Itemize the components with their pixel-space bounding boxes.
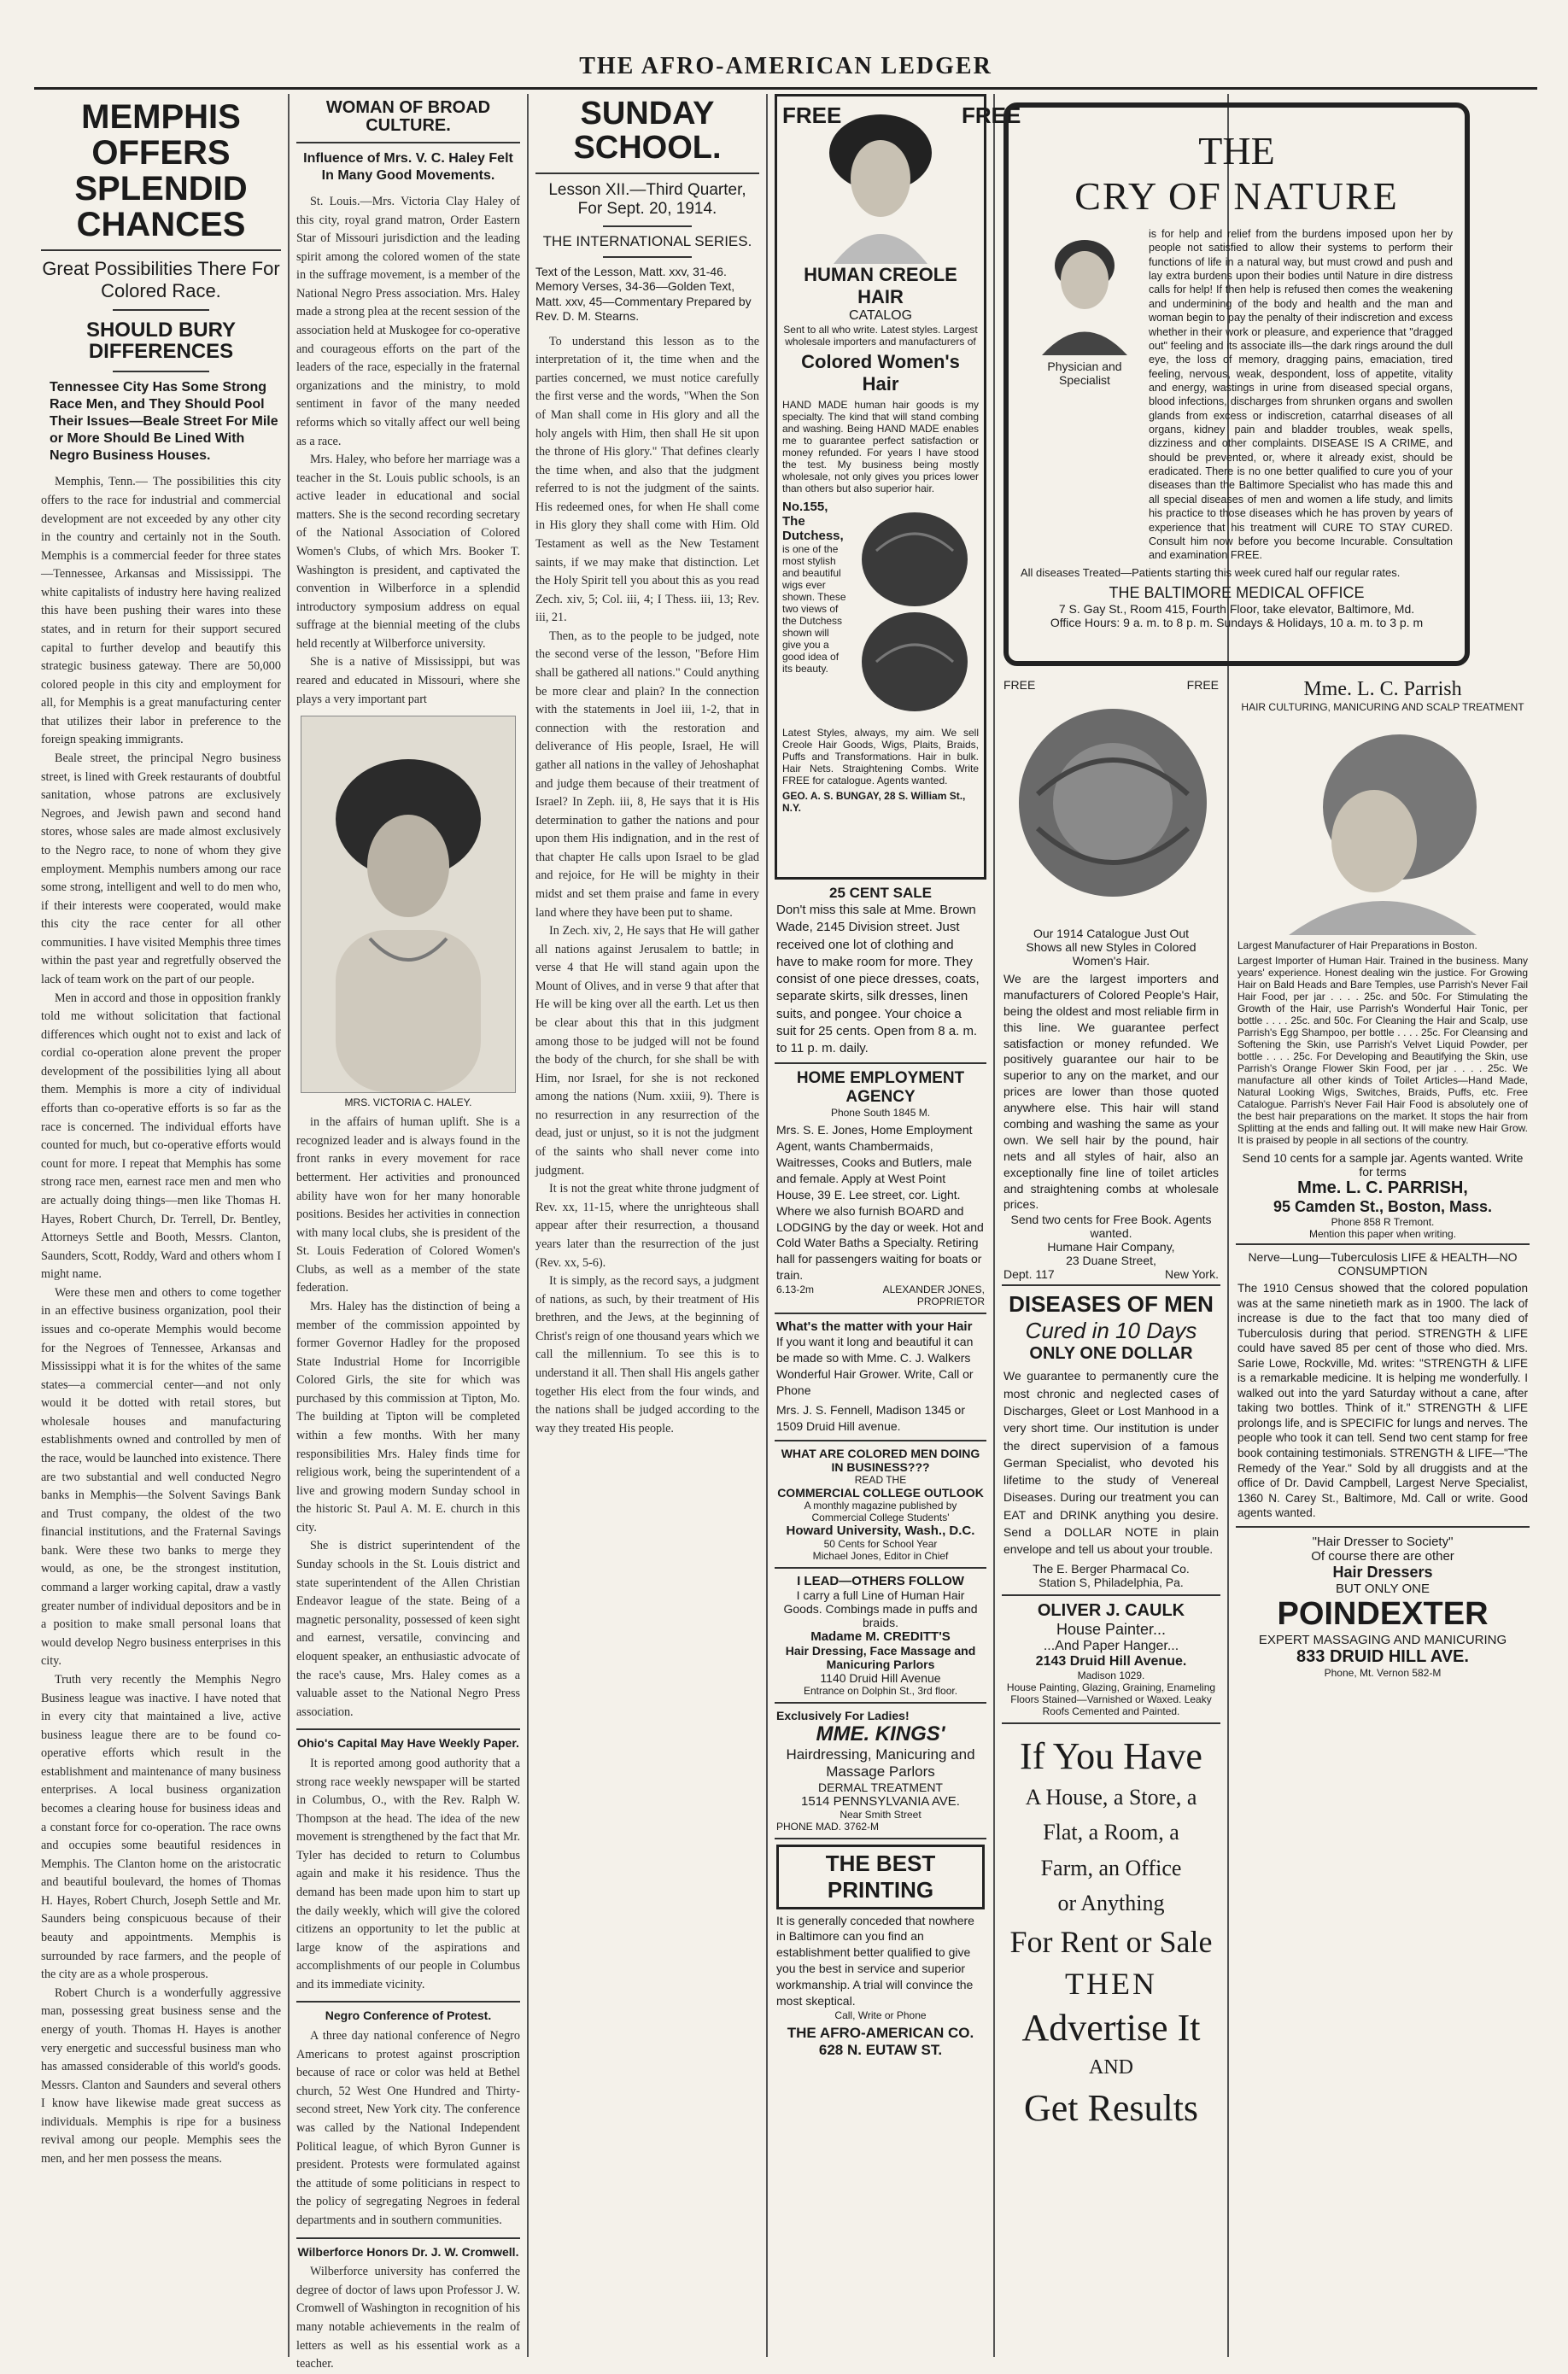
column-ads-middle bbox=[995, 675, 1227, 2357]
article-paragraph: in the affairs of human uplift. She is a recognized leader and is always found in the front ranks in every movement for race betterment. Her activities and pronounced ability have won for her many honorable positions. Besides her activities in connection with many local clubs, she is president of the St. Louis Federation of Colored Women's Clubs, as well as a member of the state federation. bbox=[296, 1115, 520, 1295]
ad-heading: Exclusively For Ladies! bbox=[776, 1708, 910, 1722]
woman-portrait-illustration bbox=[301, 716, 515, 1092]
ad-title: Mme. L. C. Parrish bbox=[1303, 678, 1462, 700]
ad-text: A House, a Store, a bbox=[1025, 1784, 1197, 1810]
ad-text: Send two cents for Free Book. Agents wanted. bbox=[1010, 1213, 1212, 1241]
ad-heading: If You Have bbox=[1020, 1734, 1202, 1777]
ad-text: A monthly magazine published by Commercial College Students' bbox=[804, 1499, 957, 1523]
ad-heading: HOME EMPLOYMENT AGENCY bbox=[796, 1069, 965, 1107]
ad-heading: Mme. L. C. PARRISH, bbox=[1297, 1178, 1468, 1197]
ad-25-cent-sale bbox=[775, 880, 986, 1064]
ad-address: 833 DRUID HILL AVE. bbox=[1296, 1646, 1469, 1666]
ad-text: Largest Manufacturer of Hair Preparations in Boston. bbox=[1237, 939, 1477, 951]
ad-heading: The E. Berger Pharmacal Co. bbox=[1033, 1561, 1190, 1576]
ad-heading: Get Results bbox=[1023, 2086, 1199, 2129]
ad-text: Hairdressing, Manicuring and Massage Parlors bbox=[786, 1745, 975, 1780]
ad-text: Farm, an Office bbox=[1040, 1855, 1182, 1880]
ad-heading: THE AFRO-AMERICAN CO. bbox=[787, 2024, 974, 2041]
ad-diseases-of-men bbox=[1002, 1286, 1220, 1595]
ad-heading: ONLY ONE DOLLAR bbox=[1029, 1344, 1193, 1364]
ad-text: House Painter... bbox=[1056, 1620, 1167, 1638]
deck-sunday-school: Lesson XII.—Third Quarter, For Sept. 20, 1914. bbox=[548, 180, 746, 218]
ad-heading: 25 CENT SALE bbox=[829, 885, 932, 901]
ad-text: Mention this paper when writing. bbox=[1308, 1228, 1457, 1240]
column-sunday-school bbox=[529, 94, 766, 2357]
headline-sunday-school: SUNDAY SCHOOL. bbox=[573, 96, 722, 166]
column-ads-left bbox=[768, 94, 1021, 2357]
article-paragraph: Were these men and others to come together in an effective business organization, pool their issues and co-operate Memphis would become for the Negroes of Tennessee, Arkansas and Mississippi what it is for the whites of the same states—a commercial center—and not only would it be dotted with retail stores, but wholesale houses and manufacturing establishments owned and controlled by men of the race, would be launched into existence. There are two substantial and well conducted Negro banks in Memphis—the Solvent Savings Bank and Trust company, the oldest of the two financial institutions, and the Fraternal Savings bank. Were these two banks to merge they would, as one, be the strongest institution, command a larger working capital, draw a vastly greater number of individual depositors and be in a position to make small personal loans that would develop Negro business enterprises in this city. bbox=[41, 1285, 281, 1669]
ad-text: READ THE bbox=[854, 1473, 907, 1486]
ad-creditt bbox=[775, 1569, 986, 1704]
ad-text: is for help and relief from the burdens imposed upon her by people not satisfied to allow their systems to perform their functions of life in a natural way, but must crowd and push and lay extra burdens upon their bodies until Nature in dire distress calls for help! If then help is refused then comes the weakening and undermining of the body and health and the man and woman begin to pay the penalty of their indiscretion and excess whether in their work or pleasure, and experience that "dragged out" feeling and its associate ills—the dark rings around the dull eye, the loss of memory, dragging pains, emaciation, tired feeling, nervous, weak, despondent, loss of appetite, vitality and energy, wastings in urine from diseased special organs, blood infections, discharges from shrunken organs and swollen glands from excess or indiscretion, catarrhal diseases of all organs, kidney pain and bladder troubles, weak spells, dizziness and other complaints. DISEASE IS A CRIME, and should be prevented, or, where it already exist, should be eradicated. There is no one better qualified to cure you of your diseases than the Baltimore Specialist who has made this and all special diseases of men and women a life study, and limits his practice to those diseases which he has proven by years of experience that his treatment will CURE TO STAY CURED. Consult him now before you become Incurable. Consultation and examination FREE. bbox=[1149, 228, 1453, 562]
masthead-title: THE AFRO-AMERICAN LEDGER bbox=[579, 53, 992, 79]
article-paragraph: Mrs. Haley, who before her marriage was a teacher in the St. Louis public schools, is an active leader in educational and social matters. She is the second recording secretary of the National Association of Colored Women's Clubs, of which Mrs. Booker T. Washington is president, and captivated the convention in Wilberforce in a splendid introductory symposium address on equal suffrage at the biennial meeting of the clubs held recently at Wilberforce university. bbox=[296, 453, 520, 651]
ad-title: HUMAN CREOLE HAIR bbox=[804, 264, 957, 307]
article-paragraph: It is simply, as the record says, a judgment of nations, as such, by their treatment of His brethren, and the Jews, at the beginning of Christ's reign of one thousand years which we call the millennium. To see this is to understand it all. Then shall His angels gather together His elect from the four winds, and the nations shall be judged according to the way they treated His people. bbox=[535, 1274, 759, 1436]
ad-text: Latest Styles, always, my aim. We sell Creole Hair Goods, Wigs, Plaits, Braids, Puffs and Transformations. Hair in bulk. Hair Nets. Straightening Combs. Write FREE for catalogue. Agents wanted. bbox=[782, 727, 979, 786]
ad-heading: No.155, The Dutchess, bbox=[782, 500, 844, 543]
headline-conference: Negro Conference of Protest. bbox=[325, 2009, 492, 2023]
ad-address: 628 N. EUTAW ST. bbox=[818, 2041, 943, 2058]
ad-title: CRY OF NATURE bbox=[1074, 174, 1399, 218]
article-paragraph: In Zech. xiv, 2, He says that He will gather all nations against Jerusalem to battle; in verse 4 that He will stand again upon the Mount of Olives, and in verse 9 that after that He will be king over all the earth. Let us then be clear about this that in this judgment among those to be judged will not be found the body of the church, for she shall be with Him, nor Israel, for she is not reckoned among the nations (Num. xxiii, 9). There is no resurrection in any resurrection of the dead, just or unjust, so it is not the judgment of the saints who shall never come into judgment. bbox=[535, 924, 759, 1178]
portrait-label: Physician and bbox=[1047, 360, 1122, 373]
ad-heading: For Rent or Sale bbox=[1009, 1925, 1213, 1959]
article-paragraph: St. Louis.—Mrs. Victoria Clay Haley of this city, royal grand matron, Order Eastern Star of Missouri jurisdiction and the leading spirit among the colored women of the state in the suffrage movement, is a member of the National Negro Press association. Mrs. Haley made a strong plea at the recent session of the association held at Muskogee for co-operative and courageous efforts on the part of the leaders of the race, especially in the fraternal organizations and the ministry, to mold sentiment in favor of the many needed reforms which so vitally affect our well being as a race. bbox=[296, 195, 520, 448]
ad-address: Mrs. J. S. Fennell, Madison 1345 or 1509 Druid Hill avenue. bbox=[776, 1402, 965, 1433]
ad-heading: Humane Hair Company, bbox=[1047, 1240, 1175, 1254]
article-paragraph: It is reported among good authority that a strong race weekly newspaper will be started in Columbus, O., with the Rev. Ralph W. Thompson at the head. The idea of the new movement is strengthened by the fact that Mr. Tyler has decided to return to Columbus again and make it his residence. Thus the demand has been made upon him to start up the daily weekly, which will give the colored citizens an opportunity to let the public at large know of the aspirations and accomplishments of our people in Columbus and its immediate vicinity. bbox=[296, 1756, 520, 1991]
ad-phone: Phone, Mt. Vernon 582-M bbox=[1324, 1666, 1442, 1679]
ad-address: 7 S. Gay St., Room 415, Fourth Floor, take elevator, Baltimore, Md. bbox=[1058, 601, 1415, 616]
deck-memphis: Tennessee City Has Some Strong Race Men, and They Should Pool Their Issues—Beale Street For Mile or More Should Be Lined With Negro Business Houses. bbox=[50, 380, 278, 464]
ad-heading: What's the matter with your Hair bbox=[776, 1319, 973, 1335]
ad-text: Dept. 117 bbox=[1003, 1267, 1055, 1282]
ad-subtitle: CATALOG bbox=[848, 308, 913, 323]
ad-phone: Phone South 1845 M. bbox=[830, 1107, 931, 1120]
ad-heading: Hair Dressers bbox=[1332, 1563, 1433, 1581]
ad-text: Near Smith Street bbox=[840, 1808, 921, 1821]
woman-profile-illustration bbox=[1237, 713, 1528, 935]
physician-portrait bbox=[1033, 227, 1136, 355]
ad-text: Call, Write or Phone bbox=[834, 2009, 927, 2021]
headline-memphis-2: SPLENDID CHANCES bbox=[74, 170, 248, 243]
ad-text: Michael Jones, Editor in Chief bbox=[812, 1549, 949, 1562]
lesson-intro: Text of the Lesson, Matt. xxv, 31-46. Memory Verses, 34-36—Golden Text, Matt. xxv, 45—Commentary Prepared by Rev. D. M. Stearns. bbox=[535, 264, 752, 324]
ad-text: Entrance on Dolphin St., 3rd floor. bbox=[803, 1684, 958, 1697]
ad-text: ...And Paper Hanger... bbox=[1043, 1638, 1179, 1653]
ad-text: Hair Dressing, Face Massage and Manicuring Parlors bbox=[785, 1643, 976, 1671]
ad-heading: DISEASES OF MEN bbox=[1009, 1291, 1214, 1318]
ad-text: We are the largest importers and manufacturers of Colored People's Hair, being the oldest and most reliable firm in this line. We guarantee perfect satisfaction or money refunded. We positively guarantee our hair to be superior to any on the market, and our prices are lower than those quoted anywhere else. This hair will stand combing and washing the same as your own. We sell hair by the pound, hair nets and all styles of hair, also an exceptionally fine line of toilet articles and straightening combs at wholesale prices. bbox=[1003, 972, 1219, 1212]
ad-text: Of course there are other bbox=[1311, 1548, 1454, 1564]
ad-text: "Hair Dresser to Society" bbox=[1312, 1534, 1454, 1549]
wig-illustration bbox=[851, 500, 979, 722]
ad-text: If you want it long and beautiful it can be made so with Mme. C. J. Walkers Wonderful Hair Grower. Write, Call or Phone bbox=[776, 1335, 974, 1397]
ad-text: AND bbox=[1089, 2056, 1133, 2079]
ad-address: Station S, Philadelphia, Pa. bbox=[1039, 1575, 1184, 1589]
free-vertical-right: FREE bbox=[962, 102, 1021, 128]
article-paragraph: To understand this lesson as to the interpretation of it, the time when and the parties concerned, we must notice carefully the first verse and the words, "When the Son of Man shall come in His glory and all the holy angels with Him, then shall He sit upon the throne of His glory." That defines clearly the time when, and also that the judgment referred to is not the judgment of the saints. His redeemed ones, for when He shall come in His glory they shall come with Him. Old Testament as well as the New Testament saints, if we may make that distinction. Let the Holy Spirit tell you about this as you read Zech. xiv, 5; Col. iii, 4; I Thess. iii, 13; Rev. iii, 21. bbox=[535, 334, 759, 625]
ad-address: 23 Duane Street, bbox=[1066, 1254, 1156, 1268]
ad-address: 1514 PENNSYLVANIA AVE. bbox=[801, 1793, 960, 1809]
masthead bbox=[34, 53, 1537, 90]
article-paragraph: Beale street, the principal Negro business street, is lined with Greek restaurants of doubtful sanitation, whose patrons are exclusively Negroes, and Jewish pawn and second hand stores, whose sales are made almost exclusively to the Negro race, to none of whom they give employment. Memphis numbers among our race some strong, intelligent and well to do men who, if their interests were cooperated, would make this city the race center for all other communities. I have visited Memphis three times within the past year and regretfully observed the lack of team work on the part of our people. bbox=[41, 751, 281, 986]
ad-phone: PHONE MAD. 3762-M bbox=[776, 1820, 880, 1833]
ad-poindexter bbox=[1236, 1528, 1530, 1686]
free-label: FREE bbox=[1003, 678, 1036, 692]
ad-strength-life bbox=[1236, 1245, 1530, 1528]
article-paragraph: She is district superintendent of the Sunday schools in the St. Louis district and state superintendent of the Allen Christian Endeavor league of the state. Being of a magnetic personality, possessed of keen sight and earnest, versatile, convincing and eloquent speaker, an enthusiastic advocate of the race's cause, Mrs. Haley comes as a valuable asset to the National Negro Press association. bbox=[296, 1539, 520, 1719]
ad-heading: MME. KINGS' bbox=[816, 1722, 945, 1745]
ad-text: All diseases Treated—Patients starting this week cured half our regular rates. bbox=[1021, 565, 1401, 579]
ad-address: New York. bbox=[1164, 1267, 1219, 1282]
ad-text: Don't miss this sale at Mme. Brown Wade, 2145 Division street. Just received one lot of clothing and have to make room for more. They consist of one piece dresses, coats, separate skirts, silk dresses, linen suits, and pongee. Your choice a suit for 25 cents. Open from 8 a. m. to 11 p. m. daily. bbox=[776, 903, 980, 1055]
portrait-label: Specialist bbox=[1059, 373, 1110, 387]
ad-text: Largest Importer of Human Hair. Trained in the business. Many years' experience. Honest dealing win the justice. For Growing Hair on Bald Heads and Bare Temples, use Parrish's Never Fail Hair Food, per jar . . . . 25c. and 50c. For Stimulating the Growth of the Hair, use Parrish's Wonderful Hair Tonic, per bottle . . . . 25c. and 50c. For Cleaning the Hair and Scalp, use Parrish's Egg Shampoo, per bottle . . . . 25c. For Cleansing and Softening the Skin, use Parrish's Velvet Liquid Powder, per bottle . . . . 25c. For Developing and Beautifying the Skin, use Parrish's Orange Flower Skin Food, per jar . . . . 25c. We manufacture all other kinds of Toilet Articles—Hand Made, Natural Looking Wigs, Switches, Braids, Puffs, etc. Free Catalogue. Parrish's Never Fail Hair Food is absolutely one of the best hair preparations on the market. It stops the hair from Splitting at the ends and falling out. It will make new Hair Grow. It is praised by people in all sections of the country. bbox=[1237, 955, 1528, 1146]
ad-heading: Madame M. CREDITT'S bbox=[810, 1628, 951, 1644]
ad-creole-hair bbox=[775, 94, 1021, 880]
ad-walker-hair bbox=[775, 1314, 986, 1441]
ad-subtitle: HAIR CULTURING, MANICURING AND SCALP TREATMENT bbox=[1241, 701, 1524, 713]
ad-text: EXPERT MASSAGING AND MANICURING bbox=[1258, 1632, 1507, 1647]
subhead-bury: SHOULD BURY DIFFERENCES bbox=[85, 319, 237, 364]
ad-text: I carry a full Line of Human Hair Goods. Combings made in puffs and braids. bbox=[783, 1588, 978, 1629]
ad-title: THE bbox=[1198, 129, 1275, 172]
ad-caulk bbox=[1002, 1596, 1220, 1724]
ad-address: GEO. A. S. BUNGAY, 28 S. William St., N.Y. bbox=[782, 790, 966, 814]
ad-heading: COMMERCIAL COLLEGE OUTLOOK bbox=[777, 1485, 984, 1500]
ad-signature: ALEXANDER JONES, bbox=[882, 1283, 985, 1296]
column-ads-right bbox=[1229, 675, 1536, 2357]
article-paragraph: Wilberforce university has conferred the degree of doctor of laws upon Professor J. W. Cromwell of Washington in recognition of his many notable achievements in the realm of letters as well as his essential work as a teacher. bbox=[296, 2265, 520, 2371]
ad-text: or Anything bbox=[1057, 1891, 1165, 1916]
hair-sample-illustration bbox=[1003, 692, 1222, 922]
article-paragraph: Then, as to the people to be judged, note the second verse of the lesson, "Before Him shall be gathered all nations." Could anything be more clear and plain? In the connection with the statements in Joel iii, 1-2, that in connection with the restoration and deliverance of His people, Israel, He will gather all nations in the valley of Jehoshaphat and judge them because of their treatment of Israel? In Zeph. iii, 8, He says that it is His determination to gather the nations and pour upon them His indignation, and in the rest of that chapter He calls upon Israel to be glad and rejoice, for He will be mighty in their midst and set them praise and fame in every land where they have been put to shame. bbox=[535, 629, 759, 920]
ad-address: Howard University, Wash., D.C. bbox=[786, 1523, 975, 1538]
ad-text: BUT ONLY ONE bbox=[1335, 1581, 1431, 1596]
ad-text: is one of the most stylish and beautiful wigs ever shown. These two views of the Dutchess shown will give you a good idea of its beauty. bbox=[782, 543, 846, 675]
ad-heading: I LEAD—OTHERS FOLLOW bbox=[797, 1573, 964, 1588]
ad-address: 1140 Druid Hill Avenue bbox=[820, 1670, 941, 1685]
portrait-caption: MRS. VICTORIA C. HALEY. bbox=[344, 1096, 472, 1109]
ad-heading: Cured in 10 Days bbox=[1025, 1318, 1197, 1344]
free-vertical-left: FREE bbox=[782, 102, 842, 128]
subhead-international: THE INTERNATIONAL SERIES. bbox=[542, 232, 752, 249]
ad-text: Flat, a Room, a bbox=[1043, 1820, 1179, 1845]
ad-text: It is generally conceded that nowhere in Baltimore can you find an establishment better qualified to give you the best in service and superior workmanship. A trial will convince the most skeptical. bbox=[776, 1913, 974, 2008]
article-paragraph: A three day national conference of Negro Americans to protest against proscription because of race or color was held at Bethel church, 52 West One Hundred and Thirty-second street, New York city. The conference was called by the National Independent Political league, of which Byron Gunner is president. Protests were formulated against the attitude of some politicians in respect to the policy of segregating Negroes in federal departments and in southern communities. bbox=[296, 2029, 520, 2227]
ad-heading: OLIVER J. CAULK bbox=[1037, 1600, 1185, 1620]
ad-heading: THE BALTIMORE MEDICAL OFFICE bbox=[1109, 583, 1365, 601]
portrait-photo bbox=[301, 716, 516, 1093]
ad-date: 6.13-2m bbox=[776, 1283, 815, 1296]
article-paragraph: Memphis, Tenn.— The possibilities this city offers to the race for industrial and commercial development are not exceeded by any other city in the country and certainly not in the South. Memphis is a commercial feeder for three states—Tennessee, Arkansas and Mississippi. The white capitalists of industry here having realized this have been pushing their wares into these states, and in return for their support secured capital to further develop and beautify this strategic business gateway. There are 50,000 colored people in this city and employment for all, for Memphis is a great manufacturing center that utilizes their labor in preference to the foreign speaking immigrants. bbox=[41, 475, 281, 747]
ad-text: Shows all new Styles in Colored Women's Hair. bbox=[1026, 940, 1196, 968]
article-paragraph: Truth very recently the Memphis Negro Business league was inactive. I have noted that in every city that maintained a live, active business league there are to be found co-operative efforts which result in the establishment and maintenance of many business enterprises. A local business organization becomes a clearing house for business ideas and a constant force for co-operation. The race owns and occupies some beautiful residences in Memphis. The Clanton home on the aristocratic and beautiful boulevard, the homes of Thomas H. Hayes, Robert Church, Joseph Settle and Mr. Saunders being conspicuous because of their beauty and appointments. Memphis is surrounded by race farmers, and the people of the city are as a whole prosperous. bbox=[41, 1672, 281, 1982]
ad-heading: Our 1914 Catalogue Just Out bbox=[1033, 927, 1190, 940]
ad-employment-agency bbox=[775, 1064, 986, 1314]
article-paragraph: Robert Church is a wonderfully aggressive man, possessing great business sense and the energy of youth. Thomas H. Hayes is another very energetic and successful business man who has amassed considerable of this world's goods. Messrs. Clanton and Saunders and several others I know have likewise made great success as individuals. Memphis is ripe for a business revival among our people. Memphis sees the men, and her men possess the means. bbox=[41, 1985, 281, 2166]
ad-phone: Madison 1029. bbox=[1077, 1669, 1145, 1681]
ad-address: 2143 Druid Hill Avenue. bbox=[1035, 1653, 1187, 1669]
deck-haley: Influence of Mrs. V. C. Haley Felt In Many Good Movements. bbox=[303, 151, 513, 183]
ad-cry-of-nature bbox=[1003, 102, 1470, 666]
ad-text: Office Hours: 9 a. m. to 8 p. m. Sundays & Holidays, 10 a. m. to 3 p. m bbox=[1050, 615, 1424, 629]
ad-text: Mrs. S. E. Jones, Home Employment Agent, wants Chambermaids, Waitresses, Cooks and Butlers, male and female. Apply at West Point House, 39 E. Lee street, cor. Light. Where we also furnish BOARD and LODGING by the day or week. Hot and Cold Water Baths a Specialty. Retiring hall for passengers waiting for boats or train. bbox=[776, 1123, 984, 1283]
article-paragraph: Men in accord and those in opposition frankly told me without solicitation that factional differences which ought not to exist and lack of cordial co-operation alone prevent the proper development of the possibilities lying all about them. Memphis is more a city of individual efforts than co-operative efforts is so far as the race is concerned. The individual efforts have counted for much, but co-operative efforts would count for more. I repeat that Memphis has some strong race men, earnest race men and men who are actually doing things—men like Thomas H. Hayes, Robert Church, Dr. Terrell, Dr. Bentley, Attorneys Settle and Booth, Messrs. Clanton, Saunders, Scott, Roddy, Ward and others whom I might name. bbox=[41, 991, 281, 1282]
ad-heading: Colored Women's Hair bbox=[801, 351, 960, 395]
headline-haley: WOMAN OF BROAD CULTURE. bbox=[325, 98, 491, 135]
free-label: FREE bbox=[1186, 678, 1219, 692]
headline-wilberforce: Wilberforce Honors Dr. J. W. Cromwell. bbox=[297, 2244, 519, 2259]
ad-heading: THE BEST PRINTING bbox=[776, 1845, 985, 1909]
ad-heading: Advertise It bbox=[1021, 2007, 1201, 2049]
ad-commercial-outlook bbox=[775, 1441, 986, 1569]
ad-text: Send 10 cents for a sample jar. Agents wanted. Write for terms bbox=[1242, 1151, 1524, 1178]
ad-text: DERMAL TREATMENT bbox=[818, 1780, 943, 1794]
ad-text: House Painting, Glazing, Graining, Enameling Floors Stained—Varnished or Waxed. Leaky Roofs Cemented and Painted. bbox=[1006, 1681, 1216, 1717]
headline-memphis: MEMPHIS OFFERS bbox=[81, 98, 241, 172]
ad-best-printing bbox=[775, 1839, 986, 2064]
ad-phone: Phone 858 R Tremont. bbox=[1331, 1216, 1435, 1228]
ad-parrish bbox=[1236, 675, 1530, 1245]
ad-heading: Nerve—Lung—Tuberculosis LIFE & HEALTH—NO CONSUMPTION bbox=[1248, 1250, 1518, 1278]
ad-address: 95 Camden St., Boston, Mass. bbox=[1273, 1198, 1493, 1215]
subhead-memphis: Great Possibilities There For Colored Race. bbox=[42, 258, 280, 301]
ad-heading: WHAT ARE COLORED MEN DOING IN BUSINESS??? bbox=[781, 1446, 980, 1474]
headline-ohio: Ohio's Capital May Have Weekly Paper. bbox=[297, 1736, 519, 1751]
article-paragraph: It is not the great white throne judgment of Rev. xx, 11-15, where the unrighteous shall appear after their resurrection, a thousand years later than the resurrection of the just (Rev. xx, 5-6). bbox=[535, 1182, 759, 1270]
ad-kings bbox=[775, 1704, 986, 1839]
column-haley bbox=[290, 94, 527, 2371]
article-paragraph: She is a native of Mississippi, but was reared and educated in Missouri, where she plays a very important part bbox=[296, 655, 520, 706]
ad-text: 50 Cents for School Year bbox=[823, 1537, 938, 1550]
ad-text: We guarantee to permanently cure the most chronic and neglected cases of Discharges, Gleet or Lost Manhood in a very short time. Our institution is under the direct supervision of a famous German Specialist, who devoted his lifetime to the study of Venereal Diseases. During our treatment you can EAT and DRINK anything you desire. Send a DOLLAR NOTE in plain envelope and tell us about your trouble. bbox=[1003, 1369, 1219, 1557]
ad-text: Sent to all who write. Latest styles. Largest wholesale importers and manufacturers of bbox=[783, 324, 978, 348]
ad-text: The 1910 Census showed that the colored population was at the same ninetieth mark as in 1900. The lack of increase is due to the fact that too many died of Tuberculosis during that period. STRENGTH & LIFE could have saved 85 per cent of those who died. Mrs. Sarie Lowe, Rockville, Md. writes: "STRENGTH & LIFE is a remarkable medicine. It is helping me wonderfully. I walked out into the yard Saturday without a cane, after taking two bottles. Think of it." STRENGTH & LIFE prolongs life, and is SPECIFIC for lungs and nerves. The people who took it can tell. Send two cent stamp for free book containing testimonials. STRENGTH & LIFE—"The Remedy of the Year." Sold by all druggists and at the office of Dr. David Campbell, Largest Nerve Specialist, 1360 N. Carey St., Baltimore, Md. Call or write. Good agents wanted. bbox=[1237, 1282, 1528, 1520]
ad-signature: PROPRIETOR bbox=[916, 1295, 985, 1308]
ad-text: HAND MADE human hair goods is my specialty. The kind that will stand combing and washing. Being HAND MADE enables me to guarantee perfect satisfaction or money refunded. For years I have stood the test. My business being mostly wholesale, not only gives you prices lower than others but also superior hair. bbox=[782, 399, 979, 494]
woman-hair-illustration bbox=[816, 102, 945, 264]
ad-if-you-have bbox=[1002, 1724, 1220, 2140]
ad-heading: THEN bbox=[1065, 1966, 1157, 2001]
article-paragraph: Mrs. Haley has the distinction of being a member of the commission appointed by former Governor Hadley for the proposed State Industrial Home for Incorrigible Colored Girls, the site for which was purchased by this commission at Tipton, Mo. The building at Tipton will be completed within a few months. With her many responsibilities Mrs. Haley finds time for religious work, being the superintendent of a live and growing modern Sunday school in the historic St. Paul A. M. E. church in this city. bbox=[296, 1299, 520, 1535]
column-memphis bbox=[34, 94, 288, 2357]
ad-humane-hair bbox=[1002, 675, 1220, 1286]
ad-heading: POINDEXTER bbox=[1277, 1595, 1489, 1632]
